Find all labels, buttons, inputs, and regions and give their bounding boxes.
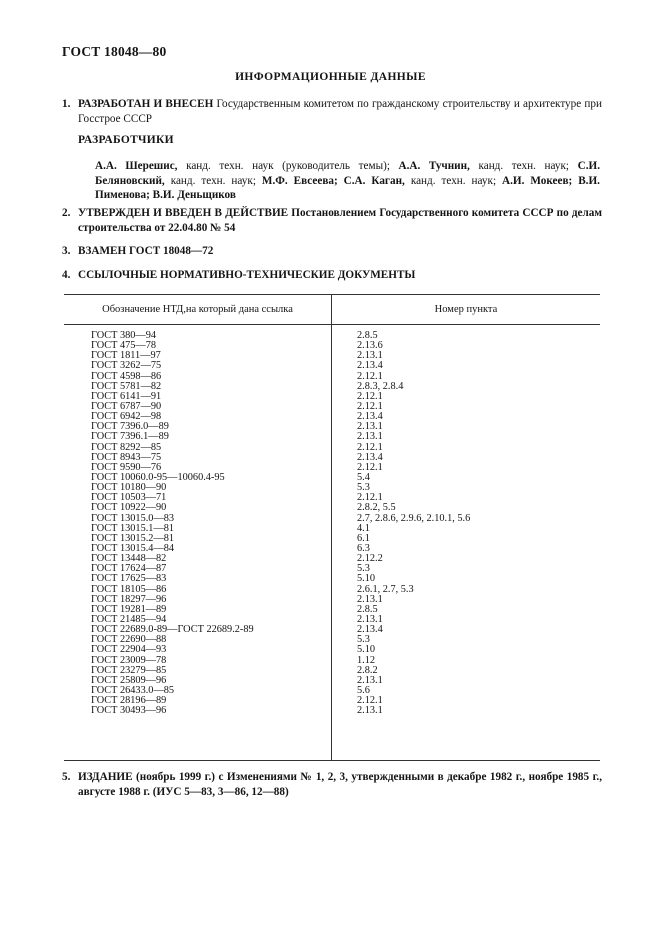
developer-role: канд. техн. наук;: [404, 174, 503, 187]
table-cell-clause: 2.13.1: [357, 421, 383, 433]
developer-name: М.Ф. Евсеева; С.А. Каган,: [261, 174, 405, 187]
table-cell-clause: 2.12.1: [357, 390, 383, 402]
table-cell-document: ГОСТ 8943—75: [91, 451, 162, 463]
table-cell-clause: 2.13.1: [357, 705, 383, 717]
section-4-number: 4.: [62, 269, 71, 281]
table-row: [64, 706, 600, 716]
table-cell-document: ГОСТ 6141—91: [91, 390, 162, 402]
table-cell-clause: 2.13.1: [357, 431, 383, 443]
section-4-text: ССЫЛОЧНЫЕ НОРМАТИВНО-ТЕХНИЧЕСКИЕ ДОКУМЕНТЫ: [78, 269, 416, 281]
table-cell-clause: 5.3: [357, 634, 370, 646]
section-3: [62, 244, 602, 259]
table-cell-document: ГОСТ 6942—98: [91, 411, 162, 423]
table-cell-clause: 2.12.1: [357, 370, 383, 382]
section-2: [62, 206, 602, 236]
table-row: [64, 503, 600, 513]
table-cell-document: ГОСТ 6787—90: [91, 400, 162, 412]
table-cell-clause: 2.8.2, 5.5: [357, 502, 396, 514]
table-cell-clause: 2.13.4: [357, 360, 383, 372]
table-cell-clause: 2.8.3, 2.8.4: [357, 380, 404, 392]
developers-list: [95, 159, 600, 203]
table-cell-document: ГОСТ 17625—83: [91, 573, 167, 585]
table-cell-clause: 2.13.6: [357, 340, 383, 352]
section-1-text: Государственным комитетом по гражданскому строительству и архитектуре при Госстрое СССР: [78, 98, 602, 125]
section-4: [62, 268, 602, 283]
section-1-number: 1.: [62, 98, 71, 110]
section-5-text: ИЗДАНИЕ (ноябрь 1999 г.) с Изменениями № 1, 2, 3, утвержденными в декабре 1982 г., ноябре 1985 г., августе 1988 г. (ИУС 5—83, 3—86, 12—88): [78, 771, 602, 798]
section-2-text: Постановлением Государственного комитета СССР по делам строительства от 22.04.80 № 54: [78, 207, 602, 234]
section-3-number: 3.: [62, 245, 71, 257]
table-cell-document: ГОСТ 13015.1—81: [91, 522, 175, 534]
table-cell-clause: 6.3: [357, 542, 370, 554]
table-cell-document: ГОСТ 18105—86: [91, 583, 167, 595]
table-cell-clause: 5.6: [357, 684, 370, 696]
table-cell-document: ГОСТ 7396.0—89: [91, 421, 169, 433]
table-cell-clause: 2.12.1: [357, 461, 383, 473]
table-cell-document: ГОСТ 10503—71: [91, 492, 167, 504]
section-5: [62, 770, 602, 800]
developer-role: канд. техн. наук (руководитель темы);: [177, 160, 399, 172]
table-cell-clause: 2.6.1, 2.7, 5.3: [357, 583, 414, 595]
table-cell-document: ГОСТ 5781—82: [91, 380, 162, 392]
section-5-number: 5.: [62, 771, 71, 783]
table-cell-clause: 2.12.1: [357, 400, 383, 412]
table-cell-clause: 2.13.4: [357, 451, 383, 463]
table-header-divider: [64, 324, 600, 325]
table-cell-clause: 2.13.1: [357, 613, 383, 625]
developer-name: А.А. Тучнин,: [398, 160, 470, 172]
table-cell-document: ГОСТ 26433.0—85: [91, 684, 175, 696]
table-cell-document: ГОСТ 13015.0—83: [91, 512, 175, 524]
table-cell-document: ГОСТ 380—94: [91, 330, 157, 341]
table-cell-document: ГОСТ 28196—89: [91, 695, 167, 707]
references-table: [64, 294, 600, 761]
developer-role: канд. техн. наук;: [469, 160, 578, 172]
table-cell-clause: 6.1: [357, 532, 370, 544]
section-3-text: ВЗАМЕН ГОСТ 18048—72: [78, 245, 214, 257]
table-cell-document: ГОСТ 23009—78: [91, 654, 167, 666]
section-1-heading: РАЗРАБОТАН И ВНЕСЕН: [78, 98, 214, 110]
developers-title: РАЗРАБОТЧИКИ: [78, 134, 174, 146]
table-row: [64, 645, 600, 655]
table-cell-clause: 5.10: [357, 573, 376, 585]
table-cell-document: ГОСТ 30493—96: [91, 705, 167, 717]
table-header-clause: Номер пункта: [434, 304, 498, 315]
table-cell-document: ГОСТ 8292—85: [91, 441, 162, 453]
table-cell-clause: 2.12.2: [357, 553, 383, 565]
developer-name: А.И. Мокеев; В.И. Пименова; В.И. Деньщиков: [95, 174, 600, 201]
table-cell-clause: 2.13.4: [357, 411, 383, 423]
document-header: ГОСТ 18048—80: [62, 44, 167, 59]
table-cell-clause: 2.7, 2.8.6, 2.9.6, 2.10.1, 5.6: [357, 512, 471, 524]
table-cell-clause: 2.8.5: [357, 330, 378, 341]
table-cell-clause: 1.12: [357, 654, 376, 666]
table-cell-clause: 2.8.2: [357, 664, 378, 676]
table-cell-document: ГОСТ 22689.0-89—ГОСТ 22689.2-89: [91, 624, 254, 636]
table-cell-document: ГОСТ 22904—93: [91, 644, 167, 656]
table-header-document: Обозначение НТД,на который дана ссылка: [102, 304, 293, 315]
table-cell-document: ГОСТ 17624—87: [91, 563, 167, 575]
section-1-body: [78, 97, 602, 127]
table-cell-document: ГОСТ 21485—94: [91, 613, 167, 625]
table-cell-document: ГОСТ 13015.2—81: [91, 532, 175, 544]
developer-name: А.А. Шерешис,: [95, 160, 178, 172]
table-cell-clause: 4.1: [357, 522, 370, 534]
section-1: [62, 97, 602, 127]
table-cell-document: ГОСТ 19281—89: [91, 603, 167, 615]
table-cell-document: ГОСТ 23279—85: [91, 664, 167, 676]
table-cell-document: ГОСТ 475—78: [91, 340, 157, 352]
page-title: ИНФОРМАЦИОННЫЕ ДАННЫЕ: [235, 71, 426, 83]
table-cell-document: ГОСТ 22690—88: [91, 634, 167, 646]
table-cell-clause: 2.13.1: [357, 350, 383, 362]
section-2-heading: УТВЕРЖДЕН И ВВЕДЕН В ДЕЙСТВИЕ: [78, 207, 289, 219]
table-cell-clause: 5.3: [357, 563, 370, 575]
table-cell-clause: 2.13.4: [357, 624, 383, 636]
table-cell-document: ГОСТ 4598—86: [91, 370, 162, 382]
table-body: [64, 331, 600, 716]
table-cell-document: ГОСТ 13015.4—84: [91, 542, 175, 554]
table-cell-document: ГОСТ 7396.1—89: [91, 431, 169, 443]
table-cell-document: ГОСТ 10060.0-95—10060.4-95: [91, 471, 225, 483]
table-row: [64, 574, 600, 584]
table-cell-clause: 2.12.1: [357, 695, 383, 707]
table-cell-document: ГОСТ 9590—76: [91, 461, 162, 473]
table-cell-document: ГОСТ 1811—97: [91, 350, 161, 362]
section-2-number: 2.: [62, 207, 71, 219]
table-cell-document: ГОСТ 3262—75: [91, 360, 162, 372]
table-cell-clause: 5.4: [357, 471, 370, 483]
developer-role: канд. техн. наук;: [164, 174, 262, 187]
table-cell-document: ГОСТ 10180—90: [91, 482, 167, 494]
table-cell-document: ГОСТ 25809—96: [91, 674, 167, 686]
developer-name: С.И. Беляновский,: [95, 160, 600, 187]
table-cell-clause: 2.12.1: [357, 441, 383, 453]
table-cell-document: ГОСТ 10922—90: [91, 502, 167, 514]
table-cell-clause: 5.10: [357, 644, 376, 656]
table-cell-clause: 2.13.1: [357, 674, 383, 686]
table-cell-clause: 2.13.1: [357, 593, 383, 605]
table-cell-document: ГОСТ 13448—82: [91, 553, 167, 565]
table-cell-clause: 2.12.1: [357, 492, 383, 504]
section-2-body: [78, 206, 602, 236]
table-cell-document: ГОСТ 18297—96: [91, 593, 167, 605]
table-cell-clause: 2.8.5: [357, 603, 378, 615]
table-cell-clause: 5.3: [357, 482, 370, 494]
